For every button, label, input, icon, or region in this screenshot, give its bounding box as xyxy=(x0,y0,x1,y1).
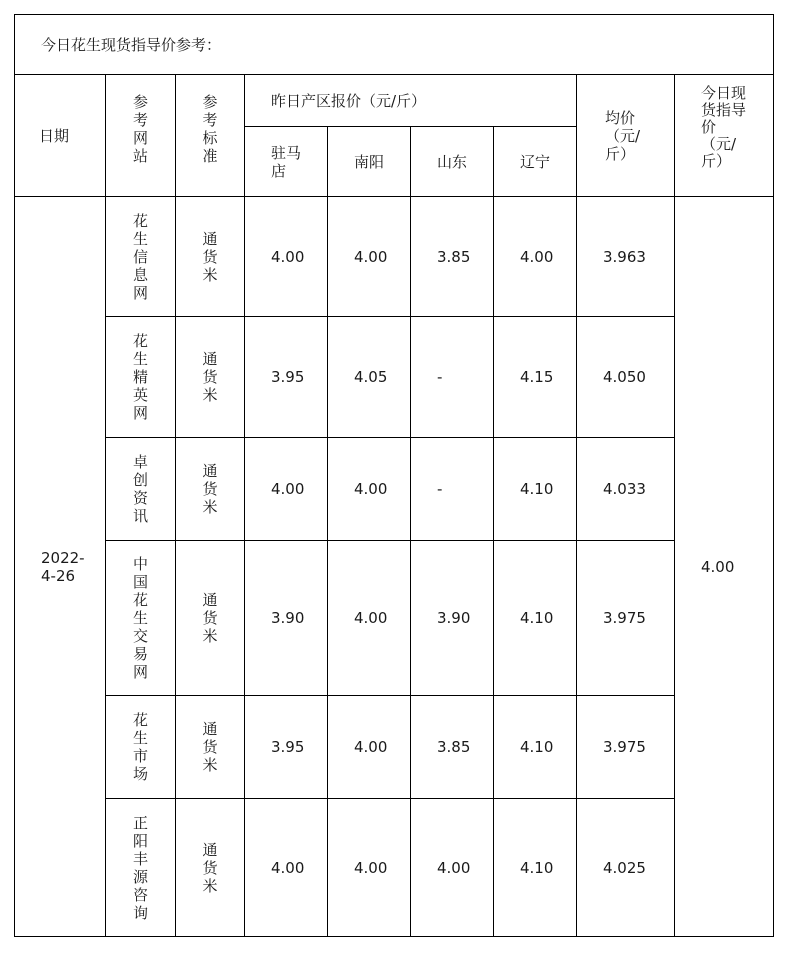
price-nanyang: 4.00 xyxy=(328,197,411,317)
header-average-label: 均价（元/斤） xyxy=(605,108,641,163)
header-standard xyxy=(176,75,245,197)
header-today-guide-label: 今日现货指导价（元/斤） xyxy=(701,84,747,170)
price-liaoning: 4.10 xyxy=(494,438,577,541)
price-liaoning: 4.10 xyxy=(494,799,577,937)
site-cell xyxy=(106,438,176,541)
date-cell xyxy=(15,197,106,937)
site-cell xyxy=(106,541,176,696)
standard-name: 通货米 xyxy=(202,720,218,774)
price-average: 4.025 xyxy=(577,799,675,937)
site-name: 花生信息网 xyxy=(132,211,148,302)
header-region-zhumadian xyxy=(245,127,328,197)
table-row xyxy=(15,541,774,696)
price-zhumadian: 3.95 xyxy=(245,696,328,799)
standard-cell xyxy=(176,317,245,438)
standard-cell xyxy=(176,799,245,937)
standard-cell xyxy=(176,541,245,696)
price-zhumadian: 3.95 xyxy=(245,317,328,438)
price-shandong: - xyxy=(411,317,494,438)
standard-cell xyxy=(176,438,245,541)
price-table xyxy=(14,14,774,937)
price-shandong: 3.85 xyxy=(411,696,494,799)
table-row xyxy=(15,438,774,541)
price-average: 3.975 xyxy=(577,696,675,799)
standard-name: 通货米 xyxy=(202,350,218,404)
price-zhumadian: 3.90 xyxy=(245,541,328,696)
header-standard-label: 参考标准 xyxy=(202,93,218,165)
header-region-shandong: 山东 xyxy=(411,127,494,197)
price-liaoning: 4.00 xyxy=(494,197,577,317)
price-nanyang: 4.05 xyxy=(328,317,411,438)
table-title: 今日花生现货指导价参考： xyxy=(15,15,774,75)
header-region-nanyang: 南阳 xyxy=(328,127,411,197)
price-nanyang: 4.00 xyxy=(328,541,411,696)
price-zhumadian: 4.00 xyxy=(245,799,328,937)
header-today-guide xyxy=(675,75,774,197)
price-liaoning: 4.15 xyxy=(494,317,577,438)
standard-name: 通货米 xyxy=(202,462,218,516)
site-name: 花生市场 xyxy=(132,711,148,783)
table-row xyxy=(15,696,774,799)
table-row xyxy=(15,799,774,937)
standard-name: 通货米 xyxy=(202,591,218,645)
header-region-liaoning: 辽宁 xyxy=(494,127,577,197)
site-cell xyxy=(106,197,176,317)
price-table-container xyxy=(14,14,773,938)
price-average: 4.050 xyxy=(577,317,675,438)
table-row xyxy=(15,197,774,317)
today-guide-price: 4.00 xyxy=(675,197,774,937)
price-zhumadian: 4.00 xyxy=(245,438,328,541)
price-average: 3.975 xyxy=(577,541,675,696)
date-value: 2022-4-26 xyxy=(41,548,85,585)
site-name: 卓创资讯 xyxy=(132,453,148,525)
price-shandong: 3.90 xyxy=(411,541,494,696)
price-nanyang: 4.00 xyxy=(328,799,411,937)
standard-name: 通货米 xyxy=(202,229,218,284)
price-shandong: 3.85 xyxy=(411,197,494,317)
header-site xyxy=(106,75,176,197)
price-shandong: - xyxy=(411,438,494,541)
site-cell xyxy=(106,317,176,438)
price-average: 4.033 xyxy=(577,438,675,541)
price-average: 3.963 xyxy=(577,197,675,317)
price-shandong: 4.00 xyxy=(411,799,494,937)
header-region-label: 驻马店 xyxy=(271,143,302,180)
price-liaoning: 4.10 xyxy=(494,541,577,696)
header-average xyxy=(577,75,675,197)
site-cell xyxy=(106,696,176,799)
standard-name: 通货米 xyxy=(202,840,218,895)
site-name: 花生精英网 xyxy=(132,332,148,422)
header-site-label: 参考网站 xyxy=(132,93,148,165)
site-name: 正阳丰源咨询 xyxy=(132,813,148,922)
header-date: 日期 xyxy=(15,75,106,197)
table-row xyxy=(15,317,774,438)
standard-cell xyxy=(176,696,245,799)
header-yesterday-price: 昨日产区报价（元/斤） xyxy=(245,75,577,127)
site-cell xyxy=(106,799,176,937)
price-liaoning: 4.10 xyxy=(494,696,577,799)
price-nanyang: 4.00 xyxy=(328,696,411,799)
site-name: 中国花生交易网 xyxy=(132,555,148,681)
price-zhumadian: 4.00 xyxy=(245,197,328,317)
price-nanyang: 4.00 xyxy=(328,438,411,541)
standard-cell xyxy=(176,197,245,317)
